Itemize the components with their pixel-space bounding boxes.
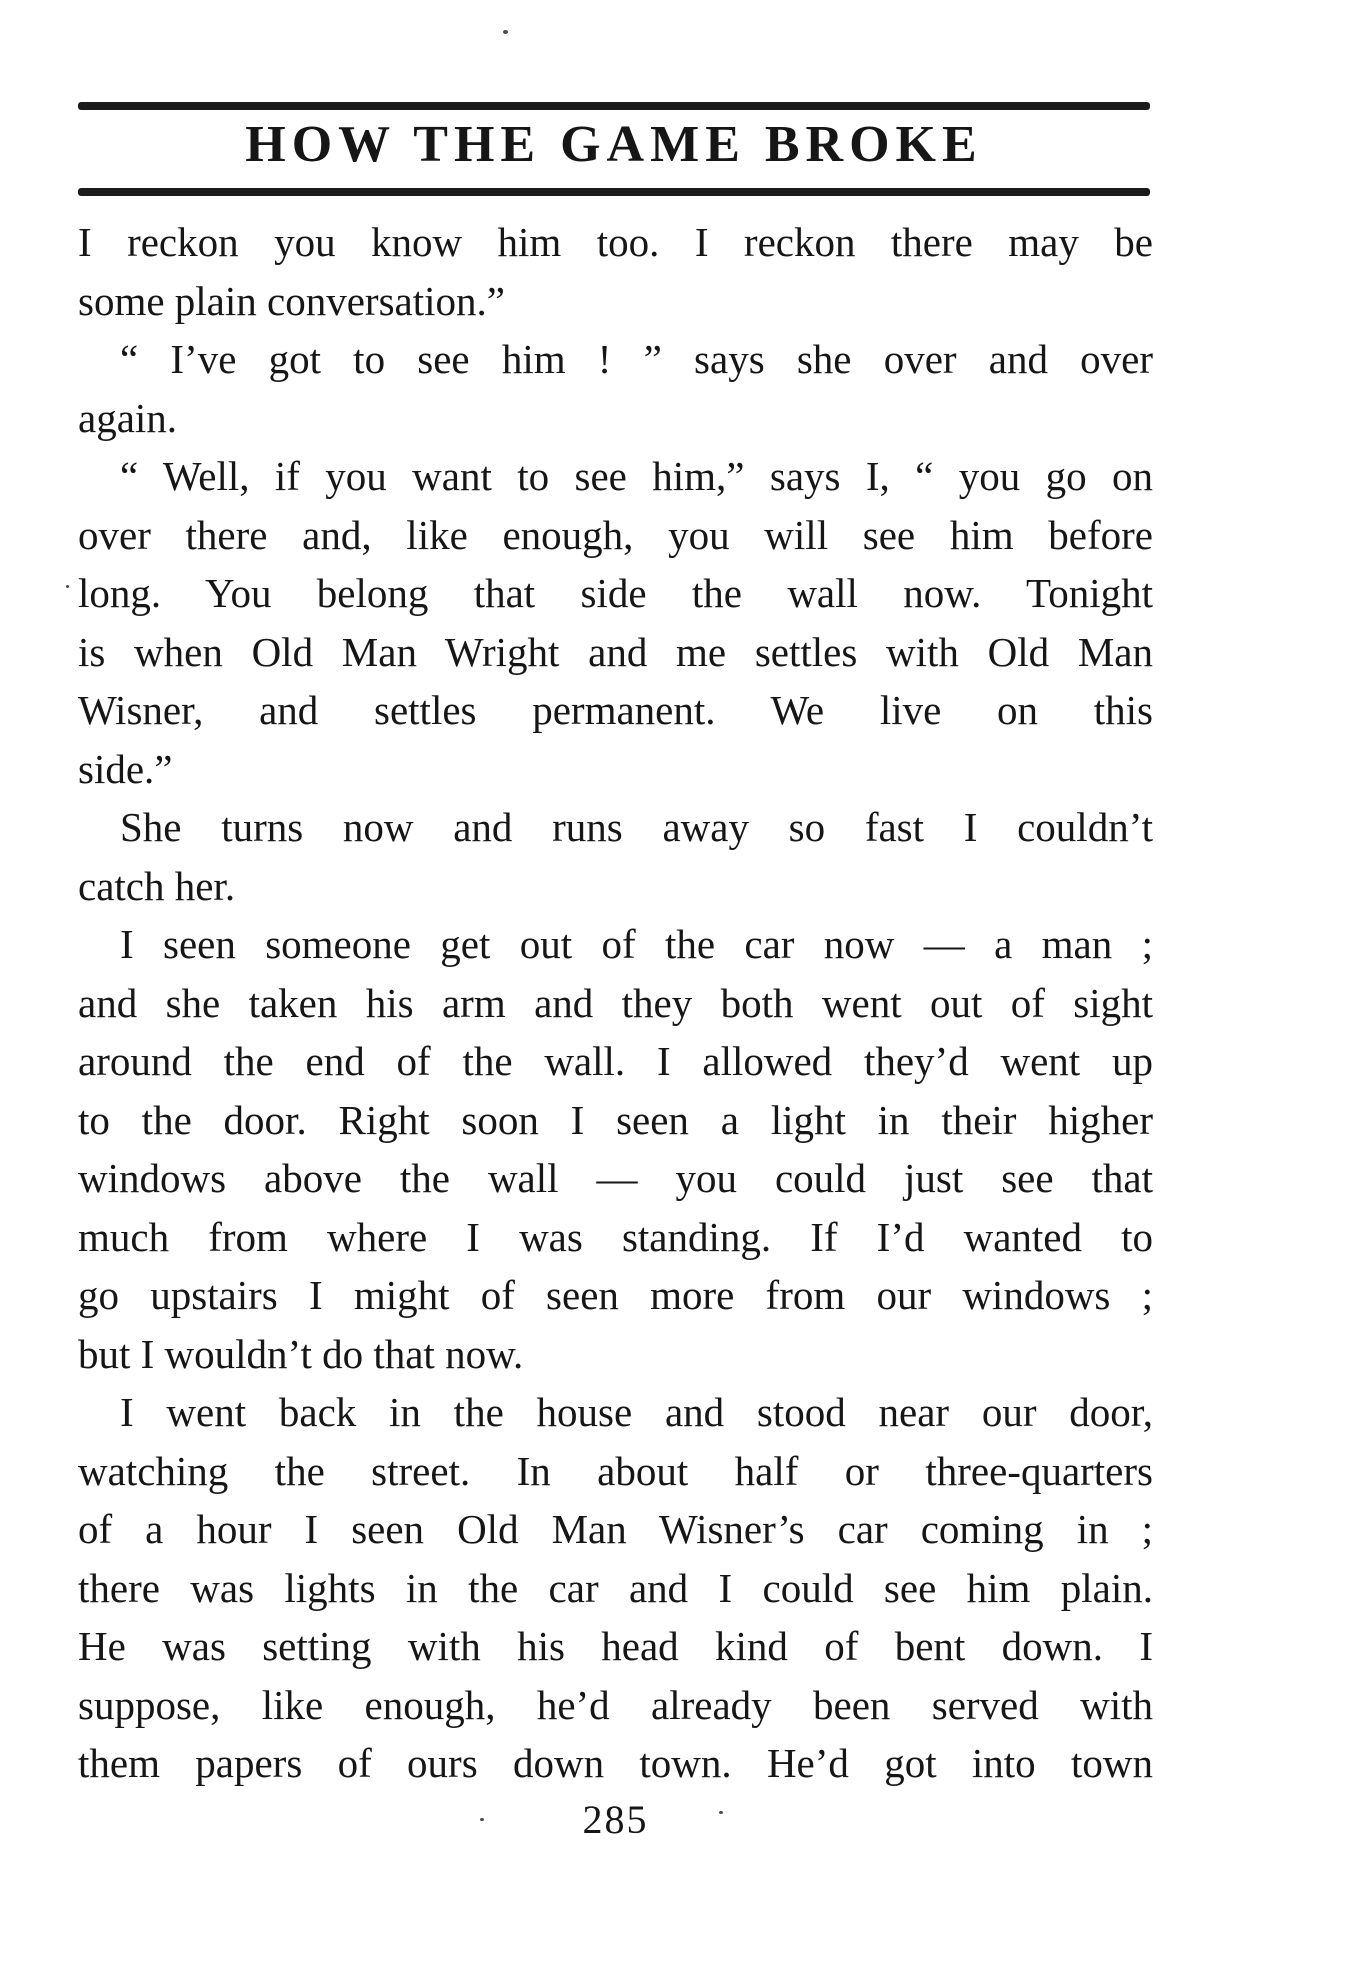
text-line: them papers of ours down town. He’d got into town	[78, 1740, 1153, 1786]
chapter-title: HOW THE GAME BROKE	[245, 116, 983, 173]
paragraph	[78, 213, 1153, 330]
text-line: “ I’ve got to see him ! ” says she over and over	[120, 336, 1153, 382]
text-line: but I wouldn’t do that now.	[78, 1330, 524, 1377]
text-line: long. You belong that side the wall now. Tonight	[78, 570, 1153, 616]
text-line: side.”	[78, 745, 173, 792]
text-line: is when Old Man Wright and me settles with Old Man	[78, 628, 1153, 675]
text-line: suppose, like enough, he’d already been served with	[78, 1681, 1153, 1728]
text-line: catch her.	[78, 862, 236, 909]
text-line: Wisner, and settles permanent. We live on this	[78, 687, 1153, 733]
text-line: of a hour I seen Old Man Wisner’s car coming in ;	[78, 1506, 1153, 1552]
text-line: watching the street. In about half or three-quarters	[78, 1447, 1153, 1494]
paragraph	[78, 915, 1153, 1383]
text-line: and she taken his arm and they both went out of sight	[78, 979, 1153, 1026]
scan-speck	[66, 585, 69, 588]
header-rule-top	[78, 102, 1150, 110]
text-line: around the end of the wall. I allowed they’d went up	[78, 1038, 1153, 1084]
body-text	[78, 213, 1153, 1793]
text-line: I went back in the house and stood near our door,	[120, 1389, 1153, 1435]
text-line: windows above the wall — you could just see that	[78, 1155, 1153, 1201]
text-line: go upstairs I might of seen more from our windows ;	[78, 1272, 1153, 1318]
paragraph	[78, 330, 1153, 447]
text-line: to the door. Right soon I seen a light in their higher	[78, 1096, 1153, 1143]
text-line: I reckon you know him too. I reckon there may be	[78, 219, 1153, 265]
text-line: some plain conversation.”	[78, 277, 505, 324]
paragraph	[78, 447, 1153, 798]
text-line: “ Well, if you want to see him,” says I, “ you go on	[120, 453, 1153, 499]
paragraph	[78, 1383, 1153, 1793]
text-line: She turns now and runs away so fast I couldn’t	[120, 804, 1153, 850]
scan-speck	[503, 30, 508, 34]
text-line: much from where I was standing. If I’d wanted to	[78, 1213, 1153, 1260]
page-number: 285	[582, 1797, 649, 1842]
text-line: He was setting with his head kind of bent down. I	[78, 1623, 1153, 1669]
text-line: again.	[78, 394, 178, 441]
text-line: I seen someone get out of the car now — a man ;	[120, 921, 1153, 967]
text-line: over there and, like enough, you will see him before	[78, 511, 1153, 558]
paragraph	[78, 798, 1153, 915]
text-line: there was lights in the car and I could see him plain.	[78, 1564, 1153, 1611]
header-rule-bottom	[78, 188, 1150, 196]
